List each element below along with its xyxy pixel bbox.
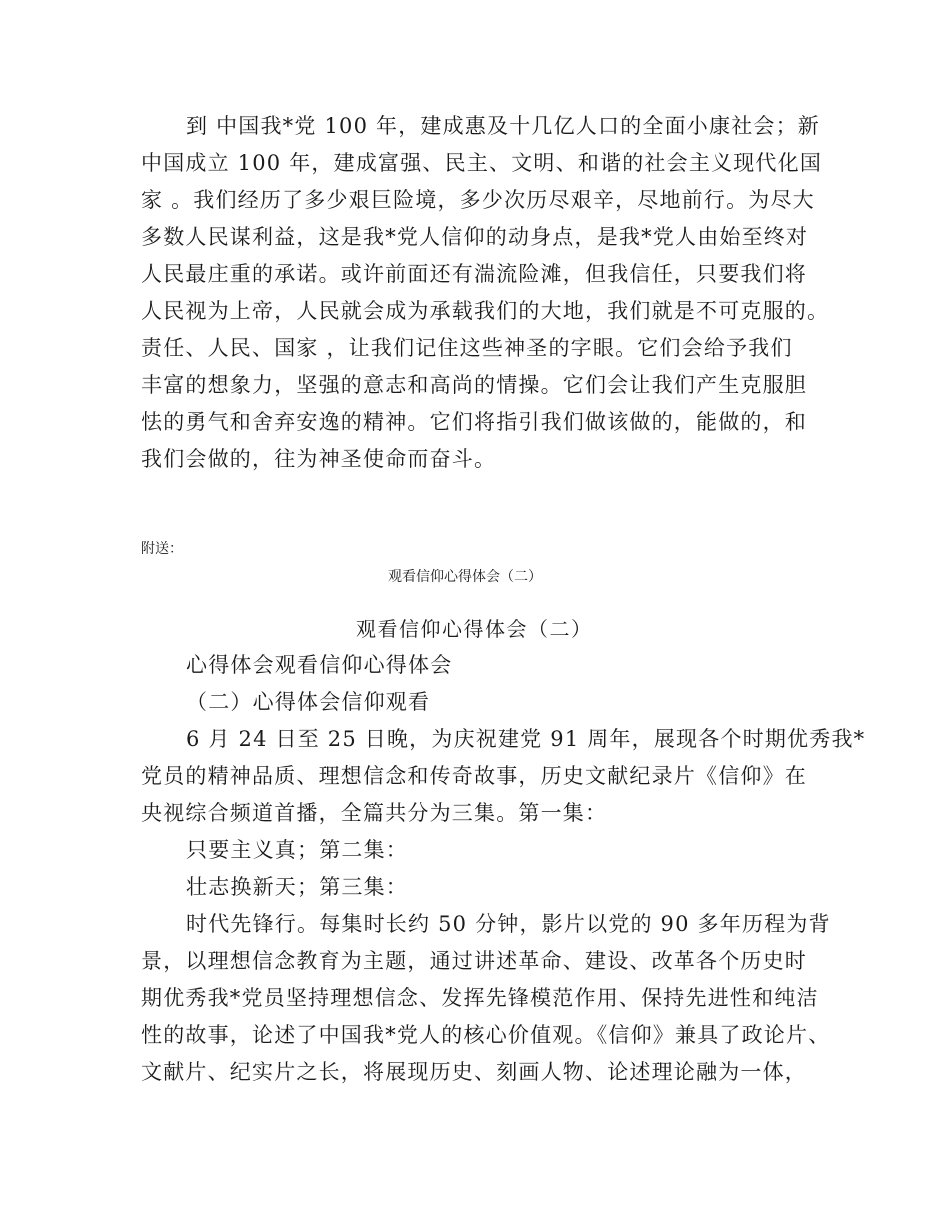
paragraph-line: 到 中国我*党 100 年，建成惠及十几亿人口的全面小康社会；新 (186, 114, 821, 138)
paragraph-line: 人民视为上帝，人民就会成为承载我们的大地，我们就是不可克服的。 (141, 299, 830, 323)
paragraph-line: 多数人民谋利益，这是我*党人信仰的动身点，是我*党人由始至终对 (141, 225, 809, 249)
paragraph-line: 期优秀我*党员坚持理想信念、发挥先锋模范作用、保持先进性和纯洁 (141, 986, 819, 1010)
paragraph-line: 性的故事，论述了中国我*党人的核心价值观。《信仰》兼具了政论片、 (141, 1023, 831, 1047)
paragraph-line: 人民最庄重的承诺。或许前面还有湍流险滩，但我信任，只要我们将 (141, 262, 807, 286)
paragraph-line: 责任、人民、国家 ，让我们记住这些神圣的字眼。它们会给予我们 (141, 336, 793, 360)
paragraph-line: 怯的勇气和舍弃安逸的精神。它们将指引我们做该做的，能做的，和 (141, 410, 807, 434)
paragraph-line: （二）心得体会信仰观看 (186, 690, 431, 714)
paragraph-line: 家 。我们经历了多少艰巨险境，多少次历尽艰辛，尽地前行。为尽大 (141, 188, 815, 212)
paragraph-line: 我们会做的，往为神圣使命而奋斗。 (141, 447, 497, 471)
paragraph-line: 景，以理想信念教育为主题，通过讲述革命、建设、改革各个历史时 (141, 949, 807, 973)
appendix-label: 附送： (141, 541, 183, 557)
appendix-small-title: 观看信仰心得体会（二） (388, 569, 542, 585)
paragraph-line: 心得体会观看信仰心得体会 (186, 653, 453, 677)
paragraph-line: 壮志换新天；第三集： (186, 875, 408, 899)
paragraph-line: 6 月 24 日至 25 日晚，为庆祝建党 91 周年，展现各个时期优秀我* (186, 727, 866, 751)
paragraph-line: 时代先锋行。每集时长约 50 分钟，影片以党的 90 多年历程为背 (186, 912, 831, 936)
paragraph-line: 央视综合频道首播，全篇共分为三集。第一集： (141, 801, 608, 825)
paragraph-line: 中国成立 100 年，建成富强、民主、文明、和谐的社会主义现代化国 (141, 151, 823, 175)
paragraph-line: 党员的精神品质、理想信念和传奇故事，历史文献纪录片《信仰》在 (141, 764, 807, 788)
paragraph-line: 丰富的想象力，坚强的意志和高尚的情操。它们会让我们产生克服胆 (141, 373, 807, 397)
paragraph-line: 只要主义真；第二集： (186, 838, 408, 862)
paragraph-line: 文献片、纪实片之长，将展现历史、刻画人物、论述理论融为一体， (141, 1060, 807, 1084)
section-title: 观看信仰心得体会（二） (356, 617, 593, 641)
